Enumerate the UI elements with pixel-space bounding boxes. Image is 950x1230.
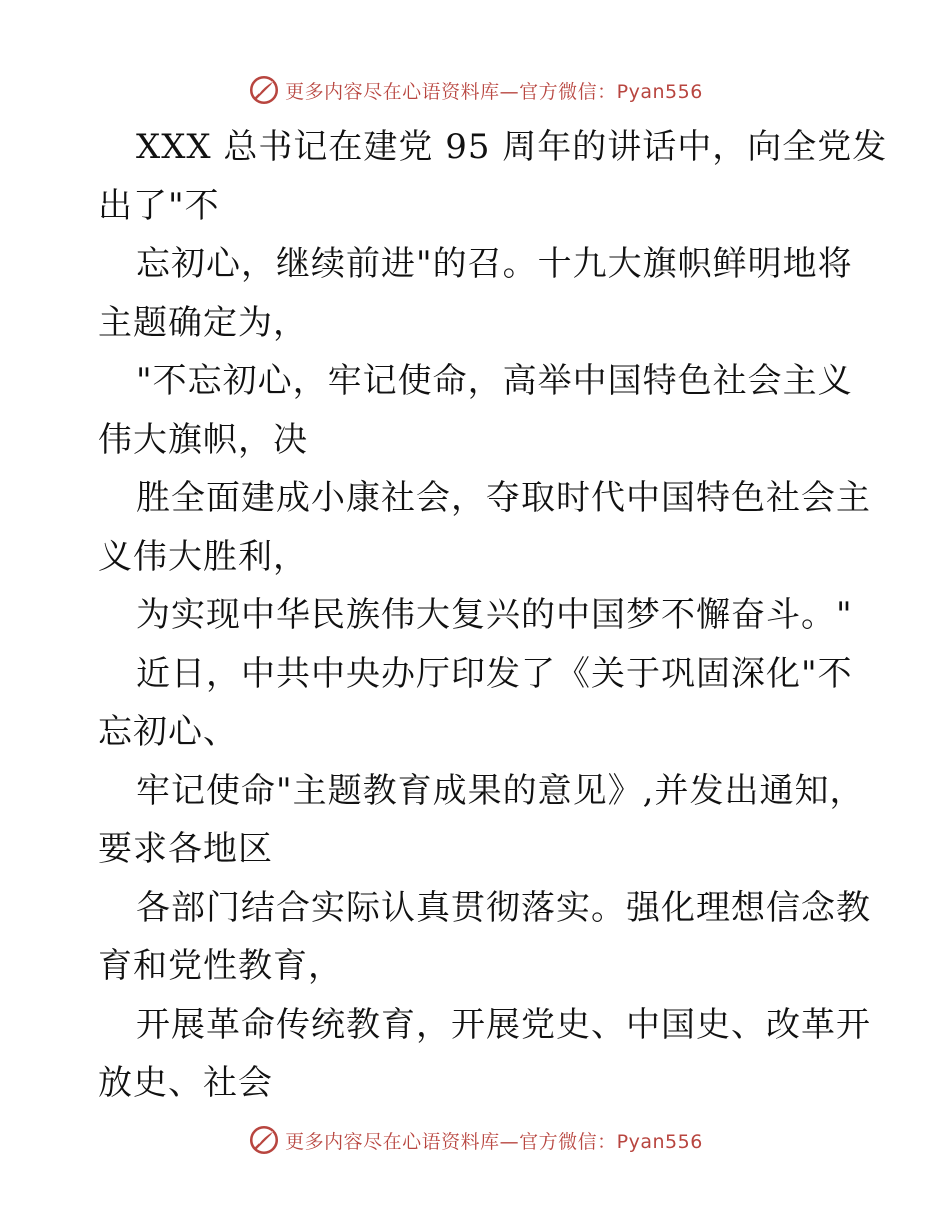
paragraph-line: 胜全面建成小康社会，夺取时代中国特色社会主 xyxy=(136,478,871,518)
paragraph-line: 义伟大胜利， xyxy=(98,536,308,577)
paragraph-line: "不忘初心，牢记使命，高举中国特色社会主义 xyxy=(136,361,853,401)
paragraph-line: 牢记使命"主题教育成果的意见》,并发出通知， xyxy=(136,770,865,811)
document-body xyxy=(98,118,888,1113)
paragraph-line: 开展革命传统教育，开展党史、中国史、改革开 xyxy=(136,1004,871,1045)
paragraph-line: 伟大旗帜，决 xyxy=(98,419,308,460)
header-banner-text: 更多内容尽在心语资料库—官方微信：Pyan556 xyxy=(285,80,703,103)
pen-nib-logo-icon xyxy=(247,73,281,107)
paragraph-line: 各部门结合实际认真贯彻落实。强化理想信念教 xyxy=(136,887,871,928)
paragraph-line: 忘初心，继续前进"的召。十九大旗帜鲜明地将 xyxy=(136,244,853,284)
paragraph-line: 放史、社会 xyxy=(98,1063,273,1103)
paragraph-line: 为实现中华民族伟大复兴的中国梦不懈奋斗。" xyxy=(136,595,853,635)
paragraph-line: 忘初心、 xyxy=(98,712,238,752)
paragraph-line: 育和党性教育， xyxy=(98,946,343,986)
footer-banner xyxy=(0,1120,950,1160)
footer-banner-text: 更多内容尽在心语资料库—官方微信：Pyan556 xyxy=(285,1130,703,1153)
pen-nib-logo-icon xyxy=(247,1123,281,1157)
paragraph-line: 主题确定为， xyxy=(98,302,308,343)
paragraph-line: XXX 总书记在建党 95 周年的讲话中，向全党发 xyxy=(136,127,888,167)
paragraph-line: 出了"不 xyxy=(98,185,220,226)
header-banner xyxy=(0,70,950,110)
paragraph-line: 近日，中共中央办厅印发了《关于巩固深化"不 xyxy=(136,653,853,694)
paragraph-line: 要求各地区 xyxy=(98,829,273,869)
